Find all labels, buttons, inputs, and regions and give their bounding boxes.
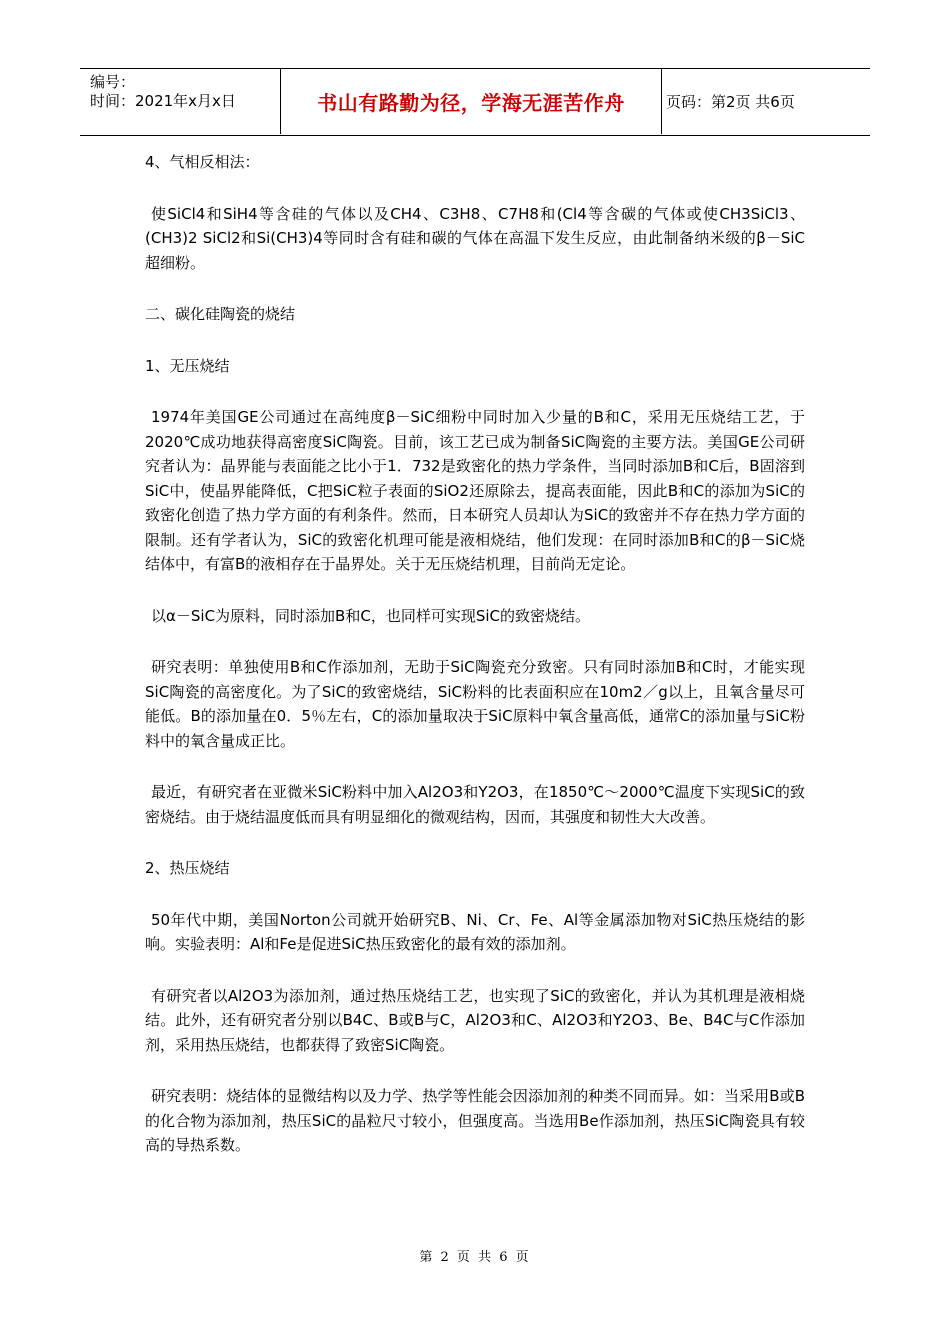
body-paragraph: 使SiCl4和SiH4等含硅的气体以及CH4、C3H8、C7H8和(Cl4等含碳的气体或使CH3SiCl3、(CH3)2 SiCl2和Si(CH3)4等同时含有硅和碳的气体在高温下发生反应，由此制备纳米级的β－SiC超细粉。 — [145, 204, 805, 272]
document-number-label: 编号： — [90, 73, 136, 91]
header-meta — [90, 73, 236, 111]
header-page-number: 页码：第2页 共6页 — [666, 93, 795, 111]
body-paragraph: 50年代中期，美国Norton公司就开始研究B、Ni、Cr、Fe、Al等金属添加物对SiC热压烧结的影响。实验表明：Al和Fe是促进SiC热压致密化的最有效的添加剂。 — [145, 910, 805, 953]
section-heading: 2、热压烧结 — [145, 859, 230, 877]
section-heading: 二、碳化硅陶瓷的烧结 — [145, 305, 296, 323]
body-paragraph: 1974年美国GE公司通过在高纯度β－SiC细粉中同时加入少量的B和C，采用无压烧结工艺，于2020℃成功地获得高密度SiC陶瓷。目前，该工艺已成为制备SiC陶瓷的主要方法。美国GE公司研究者认为：晶界能与表面能之比小于1．732是致密化的热力学条件，当同时添加B和C后，B固溶到SiC中，使晶界能降低，C把SiC粒子表面的SiO2还原除去，提高表面能，因此B和C的添加为SiC的致密化创造了热力学方面的有利条件。然而，日本研究人员却认为SiC的致密并不存在热力学方面的限制。还有学者认为，SiC的致密化机理可能是液相烧结，他们发现：在同时添加B和C的β－SiC烧结体中，有富B的液相存在于晶界处。关于无压烧结机理，目前尚无定论。 — [145, 408, 805, 573]
document-time-label: 时间：2021年x月x日 — [90, 92, 236, 110]
body-paragraph: 最近，有研究者在亚微米SiC粉料中加入Al2O3和Y2O3，在1850℃～2000℃温度下实现SiC的致密烧结。由于烧结温度低而具有明显细化的微观结构，因而，其强度和韧性大大改善。 — [145, 783, 805, 826]
body-paragraph: 研究表明：烧结体的显微结构以及力学、热学等性能会因添加剂的种类不同而异。如：当采用B或B的化合物为添加剂，热压SiC的晶粒尺寸较小，但强度高。当选用Be作添加剂，热压SiC陶瓷具有较高的导热系数。 — [145, 1087, 805, 1154]
document-body — [145, 150, 805, 1185]
body-paragraph: 研究表明：单独使用B和C作添加剂，无助于SiC陶瓷充分致密。只有同时添加B和C时，才能实现SiC陶瓷的高密度化。为了SiC的致密烧结，SiC粉料的比表面积应在10m2／g以上，且氧含量尽可能低。B的添加量在0．5％左右，C的添加量取决于SiC原料中氧含量高低，通常C的添加量与SiC粉料中的氧含量成正比。 — [145, 658, 805, 750]
section-heading: 4、气相反相法： — [145, 153, 260, 171]
body-paragraph: 有研究者以Al2O3为添加剂，通过热压烧结工艺，也实现了SiC的致密化，并认为其机理是液相烧结。此外，还有研究者分别以B4C、B或B与C，Al2O3和C、Al2O3和Y2O3、Be、B4C与C作添加剂，采用热压烧结，也都获得了致密SiC陶瓷。 — [145, 986, 805, 1054]
page-header — [80, 68, 870, 136]
section-heading: 1、无压烧结 — [145, 356, 230, 375]
body-paragraph: 以α－SiC为原料，同时添加B和C，也同样可实现SiC的致密烧结。 — [151, 606, 590, 625]
page-footer: 第 2 页 共 6 页 — [419, 1250, 531, 1265]
header-motto: 书山有路勤为径，学海无涯苦作舟 — [280, 69, 662, 134]
